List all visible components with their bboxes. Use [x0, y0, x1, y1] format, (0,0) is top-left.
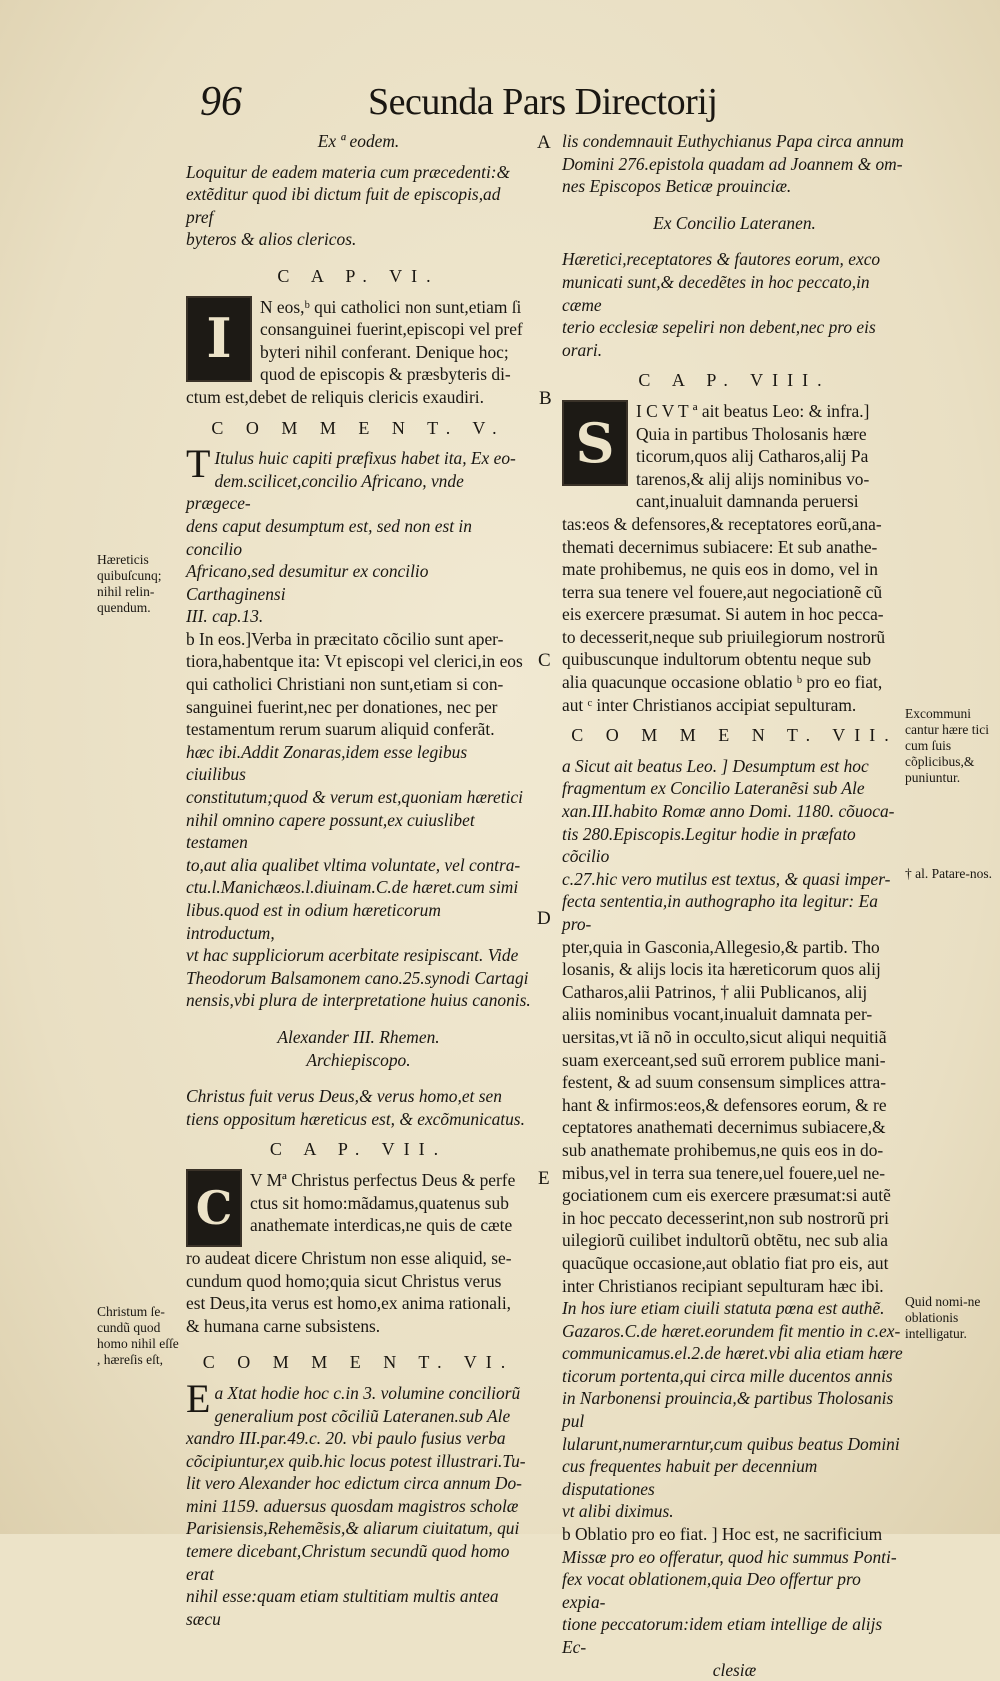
text-line: Catharos,alii Patrinos, † alii Publicanos, alij [562, 981, 868, 1002]
text-line: mate prohibemus, ne quis eos in domo, vel in [562, 559, 878, 580]
text-line: suam exerceant,sed suũ errorem publice mani- [562, 1049, 886, 1070]
summary-line: Loquitur de eadem materia cum præcedenti:& [186, 161, 511, 182]
text-line: quod de episcopis & præsbyteris di- [260, 364, 511, 385]
text-line: quibuscunque indultorum obtentu neque sub [562, 649, 872, 670]
text-line: ticorum portenta,qui circa mille ducentos annis [562, 1365, 893, 1386]
text-line: clesiæ [712, 1659, 757, 1680]
text-line: eis exercere præsumat. Si autem in hoc pecca- [562, 604, 884, 625]
text-line: sub anathemate prohibemus,ne quis eos in do- [562, 1139, 884, 1160]
text-line: tarenos,& alij alijs nominibus vo- [636, 468, 870, 489]
text-line: Gazaros.C.de hæret.eorundem fit mentio in c.ex- [562, 1320, 901, 1341]
large-initial: T [186, 441, 211, 487]
text-line: to decesserit,neque sub priuilegiorum nostrorũ [562, 626, 886, 647]
text-line: alia quacunque occasione oblatio ᵇ pro eo fiat, [562, 672, 883, 693]
rubric: Ex ª eodem. [317, 131, 400, 151]
text-line: fragmentum ex Concilio Lateranẽsi sub Ale [562, 778, 865, 799]
text-line: vt hac suppliciorum acerbitate resipiscant. Vide [186, 945, 519, 966]
text-line: ro audeat dicere Christum non esse aliquid, se- [186, 1247, 512, 1268]
text-line: qui catholici Christiani non sunt,etiam si con- [186, 674, 504, 695]
text-line: cant,inualuit damnanda peruersi [636, 491, 859, 512]
text-line: themati decernimus subiacere: Et sub anathe- [562, 536, 878, 557]
text-line: b Oblatio pro eo fiat. ] Hoc est, ne sacrificium [562, 1524, 883, 1545]
text-line: libus.quod est in odium hæreticorum introductum, [186, 900, 441, 943]
left-column [186, 130, 531, 1630]
page-header [0, 78, 1000, 128]
section-marker-e: E [538, 1168, 550, 1189]
text-line: Itulus huic capiti præfixus habet ita, Ex eo- [214, 448, 516, 469]
text-line: in hoc peccato decesserint,non sub nostrorũ pri [562, 1207, 889, 1228]
text-line: Domini 276.epistola quadam ad Joannem & om- [562, 153, 903, 174]
text-line: a Sicut ait beatus Leo. ] Desumptum est hoc [562, 755, 869, 776]
text-line: cus frequentes habuit per decennium disputationes [562, 1456, 818, 1499]
text-line: lularunt,numerarntur,cum quibus beatus Domini [562, 1433, 900, 1454]
text-line: in Narbonensi prouincia,& partibus Tholosanis pul [562, 1388, 894, 1432]
margin-note: Hæreticis quibuſcunq; nihil relin-quendum. [97, 552, 162, 615]
text-line: est Deus,ita verus est homo,ex anima rationali, [186, 1293, 512, 1314]
text-line: Missæ pro eo offeratur, quod hic summus Ponti- [562, 1546, 897, 1567]
text-line: ctu.l.Manichæos.l.diuinam.C.de hæret.cum simi [186, 877, 519, 898]
text-line: c.27.hic vero mutilus est textus, & quasi imper- [562, 868, 891, 889]
text-line: dem.scilicet,concilio Africano, vnde prægece- [186, 470, 464, 514]
summary-line: Christus fuit verus Deus,& verus homo,et sen [186, 1086, 502, 1107]
section-marker-d: D [537, 908, 551, 929]
text-line: Theodorum Balsamonem cano.25.synodi Cartagi [186, 967, 529, 988]
text-line: quacũque occasione,aut oblatio fiat pro eis, aut [562, 1252, 889, 1273]
text-line: generalium post cõciliũ Lateranen.sub Ale [214, 1405, 511, 1426]
rubric: Alexander III. Rhemen. [277, 1026, 440, 1047]
comment-text [562, 755, 907, 1681]
text-line: lit vero Alexander hoc edictum circa annum Do- [186, 1473, 522, 1494]
text-line: losanis, & alijs locis ita hæreticorum quos alij [562, 959, 881, 980]
text-line: b In eos.]Verba in præcitato cõcilio sunt aper- [186, 628, 504, 649]
text-line: ctum est,debet de reliquis clericis exaudiri. [186, 386, 484, 407]
text-line: communicamus.el.2.de hæret.vbi alia etiam hære [562, 1343, 903, 1364]
text-line: uilegiorũ cuilibet indultorũ obtẽtu, nec sub alia [562, 1230, 888, 1251]
text-line: N eos,ᵇ qui catholici non sunt,etiam ſi [260, 296, 522, 317]
rubric: Archiepiscopo. [306, 1049, 411, 1070]
text-line: byteri nihil conferant. Denique hoc; [260, 341, 509, 362]
text-line: constitutum;quod & verum est,quoniam hæretici [186, 787, 523, 808]
text-line: a Xtat hodie hoc c.in 3. volumine conciliorũ [214, 1382, 521, 1403]
text-line: uersitas,vt iã nõ in occulto,sicut aliqui nequitiã [562, 1026, 887, 1047]
text-line: I C V T ª ait beatus Leo: & infra.] [636, 400, 870, 421]
ornamental-initial: I [186, 296, 252, 382]
margin-note: Quid nomi-ne oblationis intelligatur. [905, 1294, 981, 1341]
text-line: ticorum,quos alij Catharos,alij Pa [636, 446, 869, 467]
text-line: festent, & ad suum consensum simplices attra- [562, 1072, 887, 1093]
text-line: cõcipiuntur,ex quib.hic locus potest illustrari.Tu- [186, 1450, 526, 1471]
ornamental-initial: S [562, 400, 628, 486]
text-line: tiora,habentque ita: Vt episcopi vel clerici,in eos [186, 651, 523, 672]
text-line: lis condemnauit Euthychianus Papa circa annum [562, 131, 904, 151]
text-line: & humana carne subsistens. [186, 1315, 381, 1336]
text-line: nes Episcopos Beticæ prouinciæ. [562, 176, 792, 197]
chapter-text [186, 1169, 531, 1247]
chapter-heading: C A P. VI. [277, 265, 440, 286]
section-marker-b: B [539, 388, 552, 409]
text-line: dens caput desumptum est, sed non est in concilio [186, 515, 472, 559]
comment-text [186, 441, 531, 1012]
text-line: testamentum rerum suarum aliquid conferãt. [186, 719, 495, 740]
text-line: to,aut alia qualibet vltima voluntate, vel contra- [186, 854, 521, 875]
page-number: 96 [200, 79, 242, 125]
text-line: ceptatores anathemati decernimus subiacere,& [562, 1117, 886, 1138]
text-line: In hos iure etiam ciuili statuta pœna est authẽ. [562, 1298, 885, 1319]
margin-note: Christum ſe-cundũ quod homo nihil eſſe , hæreſis eſt, [97, 1304, 179, 1367]
text-line: fex vocat oblationem,quia Deo offertur pro expia- [562, 1569, 861, 1612]
text-line: consanguinei fuerint,episcopi vel pref [260, 319, 523, 340]
text-line: sanguinei fuerint,nec per donationes, nec per [186, 696, 498, 717]
text-line: vt alibi diximus. [562, 1501, 674, 1522]
text-line: anathemate interdicas,ne quis de cæte [250, 1215, 513, 1236]
section-marker-a: A [537, 132, 551, 153]
text-line: Africano,sed desumitur ex concilio Carthaginensi [186, 561, 429, 604]
comment-heading: C O M M E N T. VI. [202, 1352, 515, 1373]
comment-heading: C O M M E N T. VII. [571, 725, 898, 746]
comment-text [186, 1375, 531, 1631]
chapter-heading: C A P. VII. [269, 1139, 448, 1160]
text-line: cundum quod homo;quia sicut Christus verus [186, 1270, 502, 1291]
running-head: Secunda Pars Directorij [368, 81, 718, 123]
text-line: Quia in partibus Tholosanis hære [636, 423, 867, 444]
right-column [562, 130, 907, 1681]
text-line: Parisiensis,Rehemẽsis,& aliarum ciuitatum, qui [186, 1518, 520, 1539]
text-line: terra sua tenere vel fouere,aut negociationẽ cũ [562, 581, 883, 602]
text-line: ctus sit homo:mãdamus,quatenus sub [250, 1192, 509, 1213]
text-line: nihil omnino capere possunt,ex cuiuslibet testamen [186, 809, 475, 853]
margin-note: Excommuni cantur hære tici cum ſuis cõplicibus,& puniuntur. [905, 706, 989, 785]
ornamental-initial: C [186, 1169, 242, 1247]
summary-line: byteros & alios clericos. [186, 229, 357, 250]
summary-line: municati sunt,& decedẽtes in hoc peccato,in cæme [562, 271, 870, 315]
summary-line: terio ecclesiæ sepeliri non debent,nec pro eis orari. [562, 317, 876, 360]
text-line: tis 280.Episcopis.Legitur hodie in præfato cõcilio [562, 823, 856, 867]
text-line: nensis,vbi plura de interpretatione huius canonis. [186, 990, 531, 1011]
text-line: tas:eos & defensores,& receptatores eorũ,ana- [562, 513, 882, 534]
text-line: hant & infirmos:eos,& defensores eorum, & re [562, 1094, 887, 1115]
comment-heading: C O M M E N T. V. [211, 417, 506, 438]
margin-note: † al. Patare-nos. [905, 866, 992, 881]
text-line: III. cap.13. [186, 606, 264, 627]
text-line: fecta sententia,in authographo ita legitur: Ea pro- [562, 891, 878, 934]
chapter-text [562, 400, 907, 513]
rubric: Ex Concilio Lateranen. [653, 212, 816, 233]
chapter-text [186, 296, 531, 386]
text-line: V Mª Christus perfectus Deus & perfe [250, 1169, 516, 1190]
text-line: inter Christianos recipiant sepulturam hæc ibi. [562, 1275, 884, 1296]
section-marker-c: C [538, 650, 551, 671]
summary-line: extẽditur quod ibi dictum fuit de episcopis,ad pref [186, 184, 501, 227]
text-line: hæc ibi.Addit Zonaras,idem esse legibus ciuilibus [186, 741, 468, 785]
text-line: tione peccatorum:idem etiam intellige de alijs Ec- [562, 1614, 883, 1657]
text-line: aliis nominibus vocant,inualuit damnata per- [562, 1004, 873, 1025]
large-initial: E [186, 1375, 211, 1421]
chapter-heading: C A P. VIII. [638, 370, 831, 391]
text-line: mini 1159. aduersus quosdam magistros scholæ [186, 1495, 519, 1516]
text-line: xandro III.par.49.c. 20. vbi paulo fusius verba [186, 1428, 506, 1449]
text-line: xan.III.habito Romæ anno Domi. 1180. cõuoca- [562, 801, 895, 822]
summary-line: tiens oppositum hæreticus est, & excõmunicatus. [186, 1108, 525, 1129]
text-line: temere dicebant,Christum secundũ quod homo erat [186, 1541, 510, 1584]
text-line: mibus,vel in terra sua tenere,uel fouere,uel ne- [562, 1162, 886, 1183]
text-line: gociationem cum eis exercere præsumat:si autẽ [562, 1185, 891, 1206]
summary-line: Hæretici,receptatores & fautores eorum, exco [562, 249, 881, 270]
text-line: pter,quia in Gasconia,Allegesio,& partib. Tho [562, 936, 880, 957]
text-line: nihil esse:quam etiam stultitiam multis antea sæcu [186, 1586, 499, 1629]
text-line: aut ᶜ inter Christianos accipiat sepulturam. [562, 694, 857, 715]
